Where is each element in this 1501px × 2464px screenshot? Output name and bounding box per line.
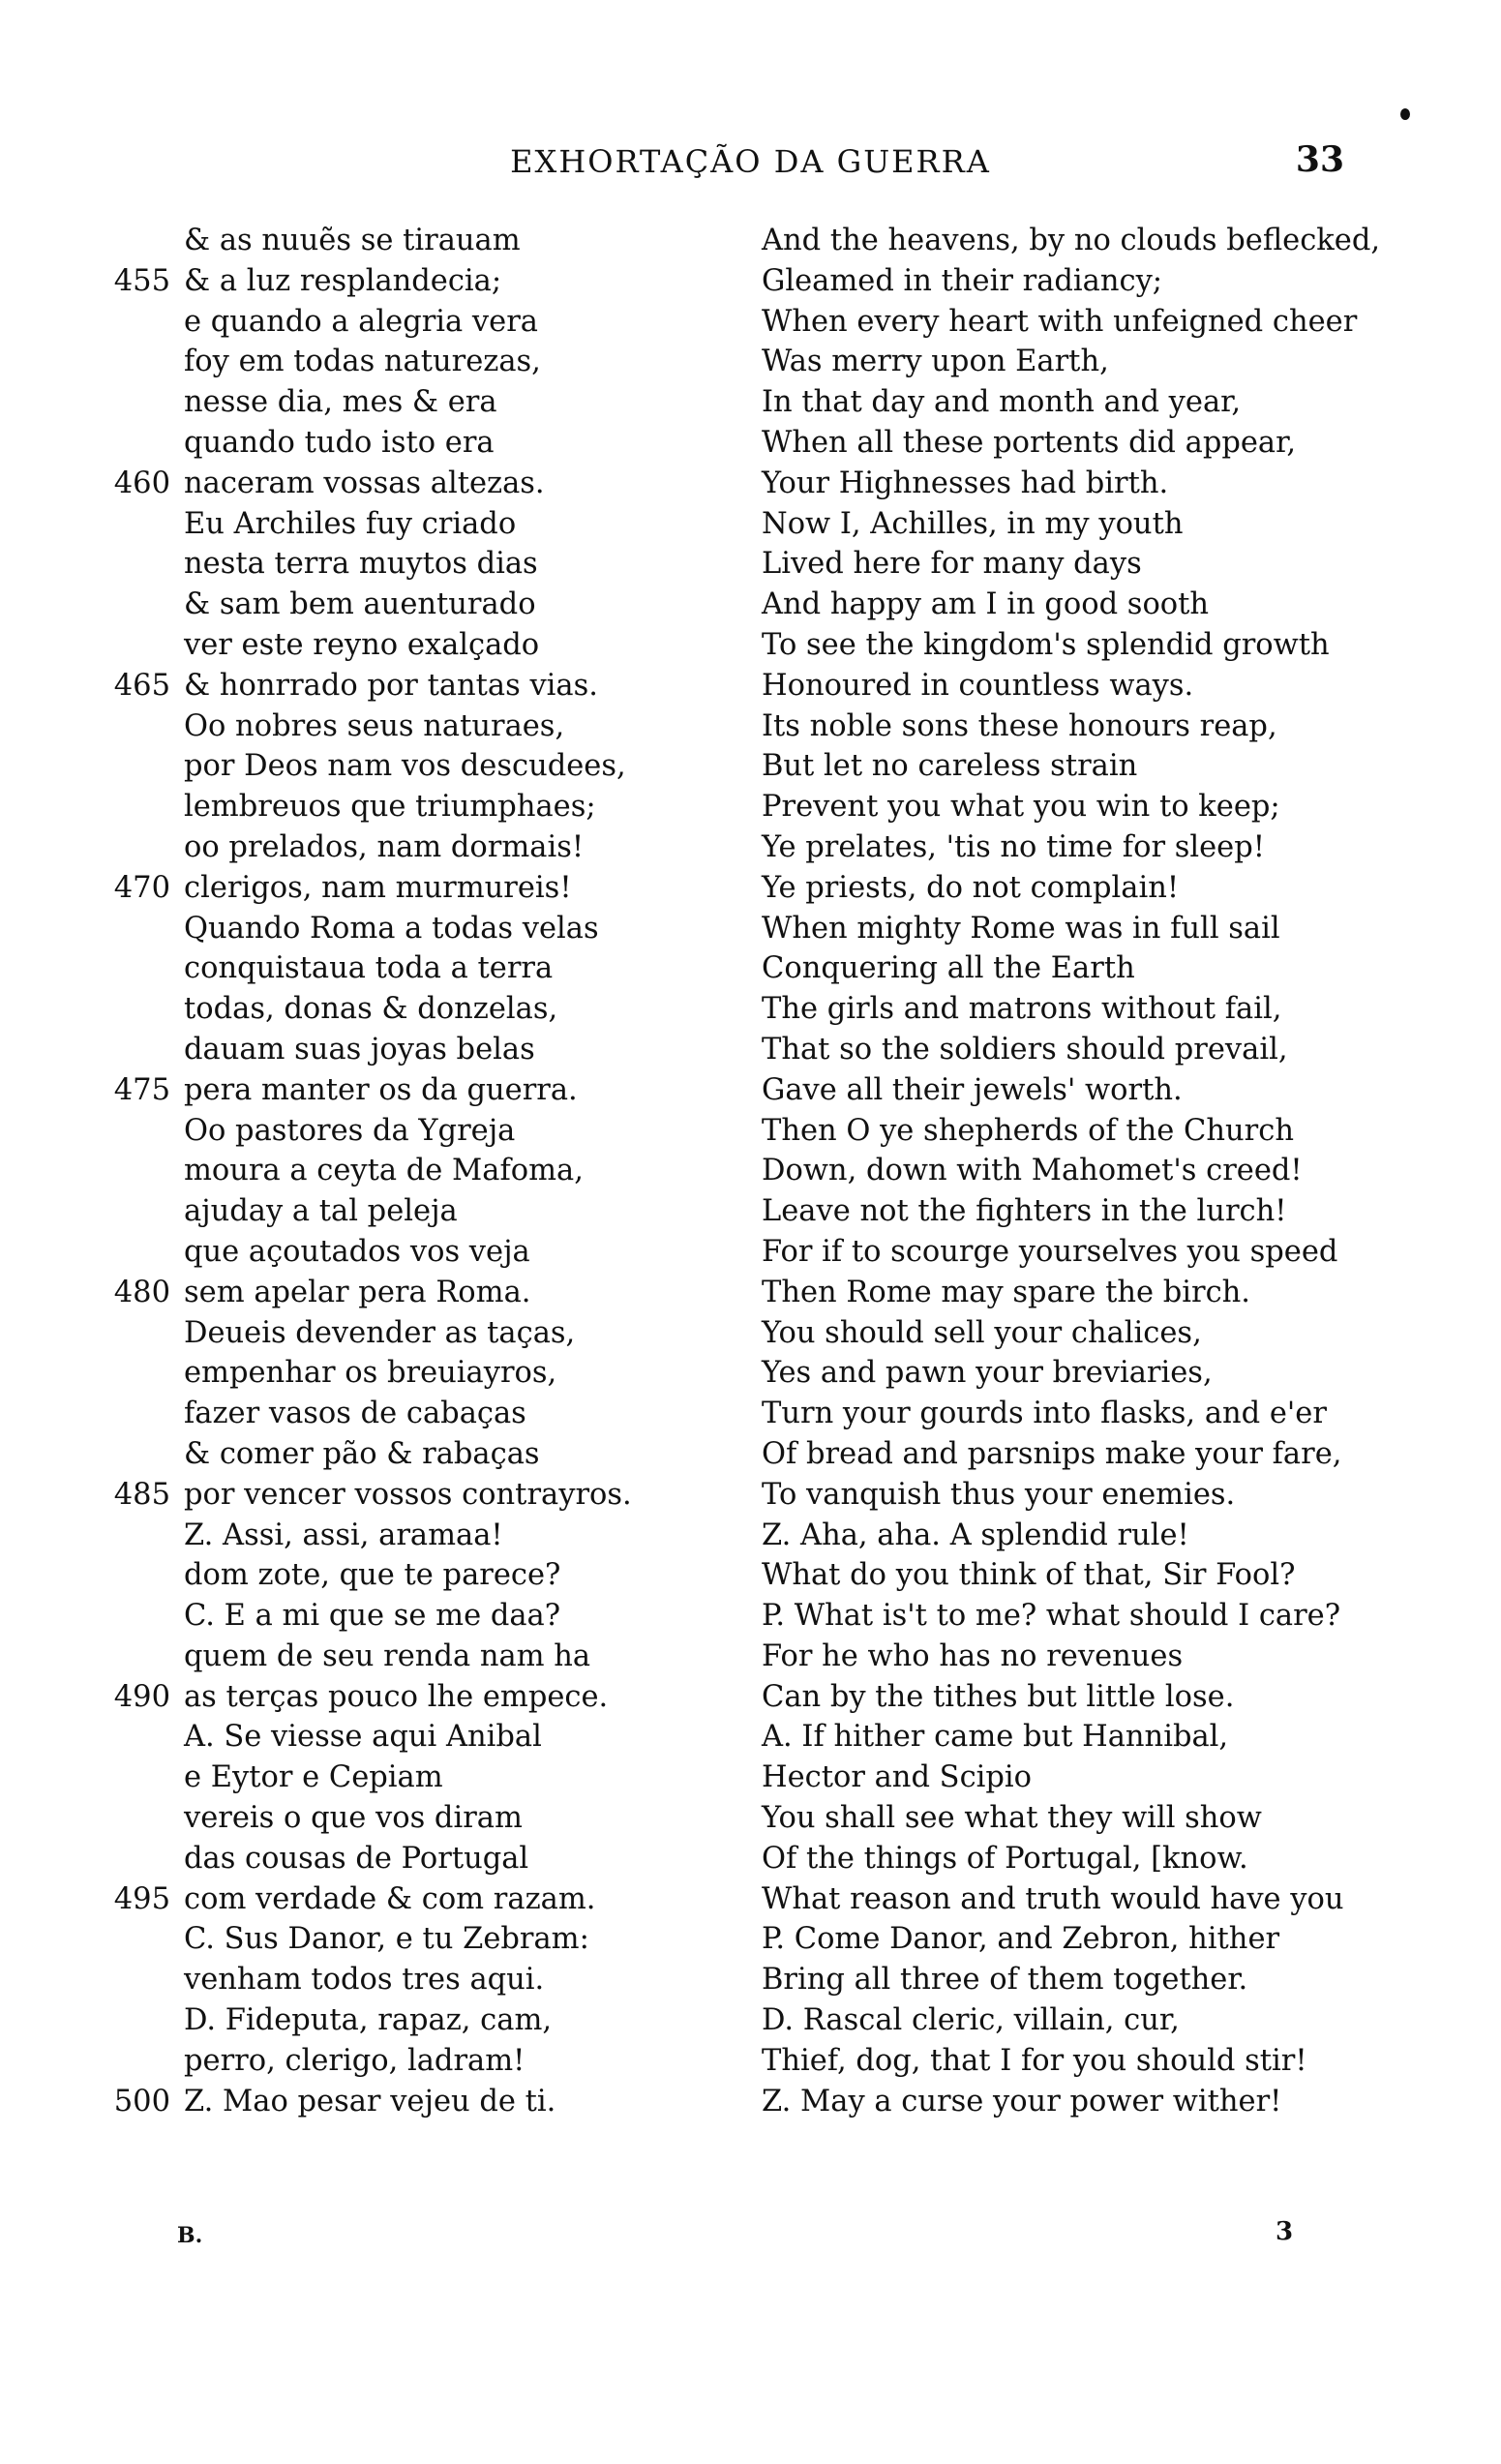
verse-line [106, 1758, 687, 1798]
line-number: 490 [113, 1679, 170, 1714]
english-translation-column [762, 221, 1439, 2121]
verse-text: Eu Archiles fuy criado [184, 506, 517, 541]
verse-text: e quando a alegria vera [184, 304, 538, 339]
translation-text: Can by the tithes but little lose. [762, 1679, 1235, 1714]
verse-line [106, 1555, 687, 1596]
verse-line [106, 261, 687, 302]
verse-text: conquistaua toda a terra [184, 951, 554, 986]
translation-line [762, 585, 1439, 625]
verse-line [106, 1919, 687, 1960]
translation-text: To see the kingdom's splendid growth [762, 627, 1330, 662]
translation-line [762, 1232, 1439, 1273]
verse-line [106, 382, 687, 423]
translation-text: Lived here for many days [762, 547, 1142, 582]
verse-line [106, 1070, 687, 1111]
translation-line [762, 1151, 1439, 1191]
translation-text: Bring all three of them together. [762, 1963, 1248, 1998]
translation-text: Gleamed in their radiancy; [762, 263, 1163, 298]
verse-line [106, 625, 687, 666]
translation-text: Turn your gourds into flasks, and e'er [762, 1397, 1327, 1431]
verse-text: todas, donas & donzelas, [184, 992, 558, 1027]
translation-line [762, 2082, 1439, 2122]
verse-text: nesse dia, mes & era [184, 385, 497, 420]
translation-line [762, 2041, 1439, 2082]
translation-line [762, 1879, 1439, 1920]
translation-text: Conquering all the Earth [762, 951, 1135, 986]
translation-line [762, 544, 1439, 585]
verse-line [106, 1516, 687, 1556]
line-number: 470 [113, 870, 170, 905]
translation-text: Thief, dog, that I for you should stir! [762, 2043, 1307, 2078]
verse-text: e Eytor e Cepiam [184, 1760, 443, 1795]
verse-text: por vencer vossos contrayros. [184, 1477, 632, 1512]
verse-line [106, 1475, 687, 1516]
translation-text: When all these portents did appear, [762, 425, 1297, 460]
translation-line [762, 1313, 1439, 1354]
translation-line [762, 666, 1439, 706]
verse-line [106, 1313, 687, 1354]
verse-text: Oo pastores da Ygreja [184, 1113, 516, 1148]
verse-text: lembreuos que triumphaes; [184, 790, 596, 825]
translation-text: Ye prelates, 'tis no time for sleep! [762, 829, 1266, 864]
verse-text: Deueis devender as taças, [184, 1315, 576, 1350]
verse-line [106, 2082, 687, 2122]
verse-text: Z. Assi, assi, aramaa! [184, 1517, 503, 1552]
print-mark [1400, 108, 1410, 120]
running-header-title: EXHORTAÇÃO DA GUERRA [510, 143, 991, 180]
line-number: 455 [113, 263, 170, 298]
page-number: 33 [1295, 139, 1344, 180]
translation-line [762, 1030, 1439, 1070]
translation-line [762, 1273, 1439, 1313]
translation-line [762, 1353, 1439, 1394]
translation-line [762, 423, 1439, 464]
signature-mark: B. [177, 2223, 203, 2248]
verse-text: que açoutados vos veja [184, 1234, 530, 1269]
translation-line [762, 909, 1439, 949]
verse-line [106, 1273, 687, 1313]
translation-text: You shall see what they will show [762, 1801, 1262, 1836]
verse-line [106, 342, 687, 382]
verse-text: por Deos nam vos descudees, [184, 749, 626, 784]
translation-line [762, 787, 1439, 827]
translation-line [762, 342, 1439, 382]
translation-text: Of the things of Portugal, [know. [762, 1841, 1248, 1876]
translation-line [762, 1596, 1439, 1637]
verse-line [106, 1879, 687, 1920]
translation-text: And happy am I in good sooth [762, 587, 1210, 622]
verse-line [106, 1717, 687, 1758]
verse-text: ver este reyno exalçado [184, 627, 540, 662]
verse-text: moura a ceyta de Mafoma, [184, 1154, 584, 1188]
verse-text: foy em todas naturezas, [184, 345, 541, 379]
translation-text: What reason and truth would have you [762, 1881, 1344, 1916]
verse-text: & sam bem auenturado [184, 587, 536, 622]
verse-line [106, 1677, 687, 1718]
verse-text: oo prelados, nam dormais! [184, 829, 585, 864]
verse-line [106, 585, 687, 625]
translation-line [762, 1758, 1439, 1798]
verse-text: Oo nobres seus naturaes, [184, 708, 565, 743]
translation-line [762, 464, 1439, 504]
translation-line [762, 1516, 1439, 1556]
translation-text: You should sell your chalices, [762, 1315, 1202, 1350]
verse-text: clerigos, nam murmureis! [184, 870, 572, 905]
line-number: 480 [113, 1275, 170, 1309]
translation-line [762, 948, 1439, 989]
verse-text: pera manter os da guerra. [184, 1072, 578, 1107]
translation-line [762, 827, 1439, 868]
translation-text: Its noble sons these honours reap, [762, 708, 1277, 743]
verse-line [106, 423, 687, 464]
translation-line [762, 2000, 1439, 2041]
translation-text: Now I, Achilles, in my youth [762, 506, 1184, 541]
verse-line [106, 948, 687, 989]
translation-text: Down, down with Mahomet's creed! [762, 1154, 1303, 1188]
sheet-number: 3 [1276, 2217, 1294, 2246]
verse-text: quando tudo isto era [184, 425, 495, 460]
translation-text: Prevent you what you win to keep; [762, 790, 1280, 825]
verse-line [106, 544, 687, 585]
line-number: 460 [113, 466, 170, 500]
verse-line [106, 221, 687, 261]
translation-text: But let no careless strain [762, 749, 1138, 784]
verse-line [106, 827, 687, 868]
verse-text: naceram vossas altezas. [184, 466, 545, 500]
translation-line [762, 1191, 1439, 1232]
translation-text: Yes and pawn your breviaries, [762, 1356, 1213, 1391]
translation-text: Honoured in countless ways. [762, 668, 1194, 703]
verse-text: & honrrado por tantas vias. [184, 668, 598, 703]
verse-text: & as nuuẽs se tirauam [184, 224, 521, 257]
verse-line [106, 302, 687, 343]
translation-line [762, 302, 1439, 343]
verse-line [106, 2000, 687, 2041]
verse-line [106, 1596, 687, 1637]
verse-line [106, 464, 687, 504]
translation-line [762, 1677, 1439, 1718]
verse-line [106, 1191, 687, 1232]
verse-line [106, 787, 687, 827]
verse-text: D. Fideputa, rapaz, cam, [184, 2003, 553, 2038]
translation-line [762, 1111, 1439, 1152]
translation-text: Z. Aha, aha. A splendid rule! [762, 1517, 1189, 1552]
verse-text: C. Sus Danor, e tu Zebram: [184, 1922, 589, 1957]
verse-line [106, 989, 687, 1030]
line-number: 485 [113, 1477, 170, 1512]
verse-text: C. E a mi que se me daa? [184, 1599, 561, 1634]
verse-text: nesta terra muytos dias [184, 547, 538, 582]
line-number: 465 [113, 668, 170, 703]
translation-text: What do you think of that, Sir Fool? [762, 1558, 1296, 1593]
translation-text: Then Rome may spare the birch. [762, 1275, 1251, 1309]
verse-line [106, 2041, 687, 2082]
translation-text: Ye priests, do not complain! [762, 870, 1180, 905]
translation-line [762, 1434, 1439, 1475]
verse-text: venham todos tres aqui. [184, 1963, 545, 1998]
verse-text: vereis o que vos diram [184, 1801, 523, 1836]
translation-text: Was merry upon Earth, [762, 345, 1109, 379]
translation-line [762, 989, 1439, 1030]
verse-line [106, 1030, 687, 1070]
verse-text: das cousas de Portugal [184, 1841, 529, 1876]
translation-text: When every heart with unfeigned cheer [762, 304, 1358, 339]
translation-text: Your Highnesses had birth. [762, 466, 1169, 500]
verse-text: as terças pouco lhe empece. [184, 1679, 609, 1714]
translation-text: To vanquish thus your enemies. [762, 1477, 1236, 1512]
translation-text: A. If hither came but Hannibal, [762, 1720, 1229, 1755]
verse-line [106, 666, 687, 706]
translation-line [762, 1475, 1439, 1516]
translation-line [762, 746, 1439, 787]
translation-text: Leave not the fighters in the lurch! [762, 1194, 1287, 1229]
verse-line [106, 706, 687, 747]
verse-line [106, 909, 687, 949]
translation-text: Hector and Scipio [762, 1760, 1033, 1795]
verse-line [106, 504, 687, 545]
line-number: 475 [113, 1072, 170, 1107]
translation-text: For if to scourge yourselves you speed [762, 1234, 1338, 1269]
verse-text: com verdade & com razam. [184, 1881, 596, 1916]
translation-text: Of bread and parsnips make your fare, [762, 1436, 1342, 1471]
translation-line [762, 1070, 1439, 1111]
verse-text: ajuday a tal peleja [184, 1194, 458, 1229]
portuguese-verse-column [106, 221, 687, 2121]
translation-line [762, 1394, 1439, 1434]
verse-text: dauam suas joyas belas [184, 1032, 535, 1067]
verse-line [106, 1111, 687, 1152]
translation-text: In that day and month and year, [762, 385, 1242, 420]
translation-line [762, 706, 1439, 747]
verse-line [106, 746, 687, 787]
verse-line [106, 1798, 687, 1839]
verse-text: perro, clerigo, ladram! [184, 2043, 525, 2078]
translation-line [762, 625, 1439, 666]
verse-text: & comer pão & rabaças [184, 1436, 540, 1471]
translation-line [762, 1798, 1439, 1839]
verse-line [106, 1151, 687, 1191]
translation-line [762, 868, 1439, 909]
verse-text: sem apelar pera Roma. [184, 1275, 531, 1309]
verse-text: & a luz resplandecia; [184, 263, 502, 298]
line-number: 500 [113, 2084, 170, 2118]
verse-text: quem de seu renda nam ha [184, 1638, 591, 1673]
verse-line [106, 1637, 687, 1677]
translation-line [762, 1637, 1439, 1677]
translation-line [762, 221, 1439, 261]
verse-text: fazer vasos de cabaças [184, 1397, 526, 1431]
verse-line [106, 1839, 687, 1879]
translation-line [762, 1960, 1439, 2000]
verse-text: dom zote, que te parece? [184, 1558, 561, 1593]
translation-text: P. Come Danor, and Zebron, hither [762, 1922, 1280, 1957]
translation-text: D. Rascal cleric, villain, cur, [762, 2003, 1180, 2038]
verse-text: Z. Mao pesar vejeu de ti. [184, 2084, 556, 2118]
translation-text: Then O ye shepherds of the Church [762, 1113, 1294, 1148]
translation-text: When mighty Rome was in full sail [762, 911, 1280, 946]
translation-text: Z. May a curse your power wither! [762, 2084, 1282, 2118]
line-number: 495 [113, 1881, 170, 1916]
verse-line [106, 1960, 687, 2000]
translation-line [762, 382, 1439, 423]
translation-line [762, 1839, 1439, 1879]
verse-line [106, 868, 687, 909]
translation-text: That so the soldiers should prevail, [762, 1032, 1288, 1067]
translation-text: For he who has no revenues [762, 1638, 1184, 1673]
verse-line [106, 1232, 687, 1273]
translation-line [762, 1717, 1439, 1758]
translation-line [762, 1555, 1439, 1596]
verse-text: A. Se viesse aqui Anibal [184, 1720, 542, 1755]
translation-line [762, 261, 1439, 302]
verse-line [106, 1353, 687, 1394]
translation-text: The girls and matrons without fail, [762, 992, 1282, 1027]
translation-text: P. What is't to me? what should I care? [762, 1599, 1341, 1634]
verse-line [106, 1394, 687, 1434]
verse-text: Quando Roma a todas velas [184, 911, 599, 946]
translation-line [762, 504, 1439, 545]
translation-line [762, 1919, 1439, 1960]
verse-line [106, 1434, 687, 1475]
translation-text: And the heavens, by no clouds beflecked, [762, 224, 1381, 257]
translation-text: Gave all their jewels' worth. [762, 1072, 1183, 1107]
verse-text: empenhar os breuiayros, [184, 1356, 557, 1391]
